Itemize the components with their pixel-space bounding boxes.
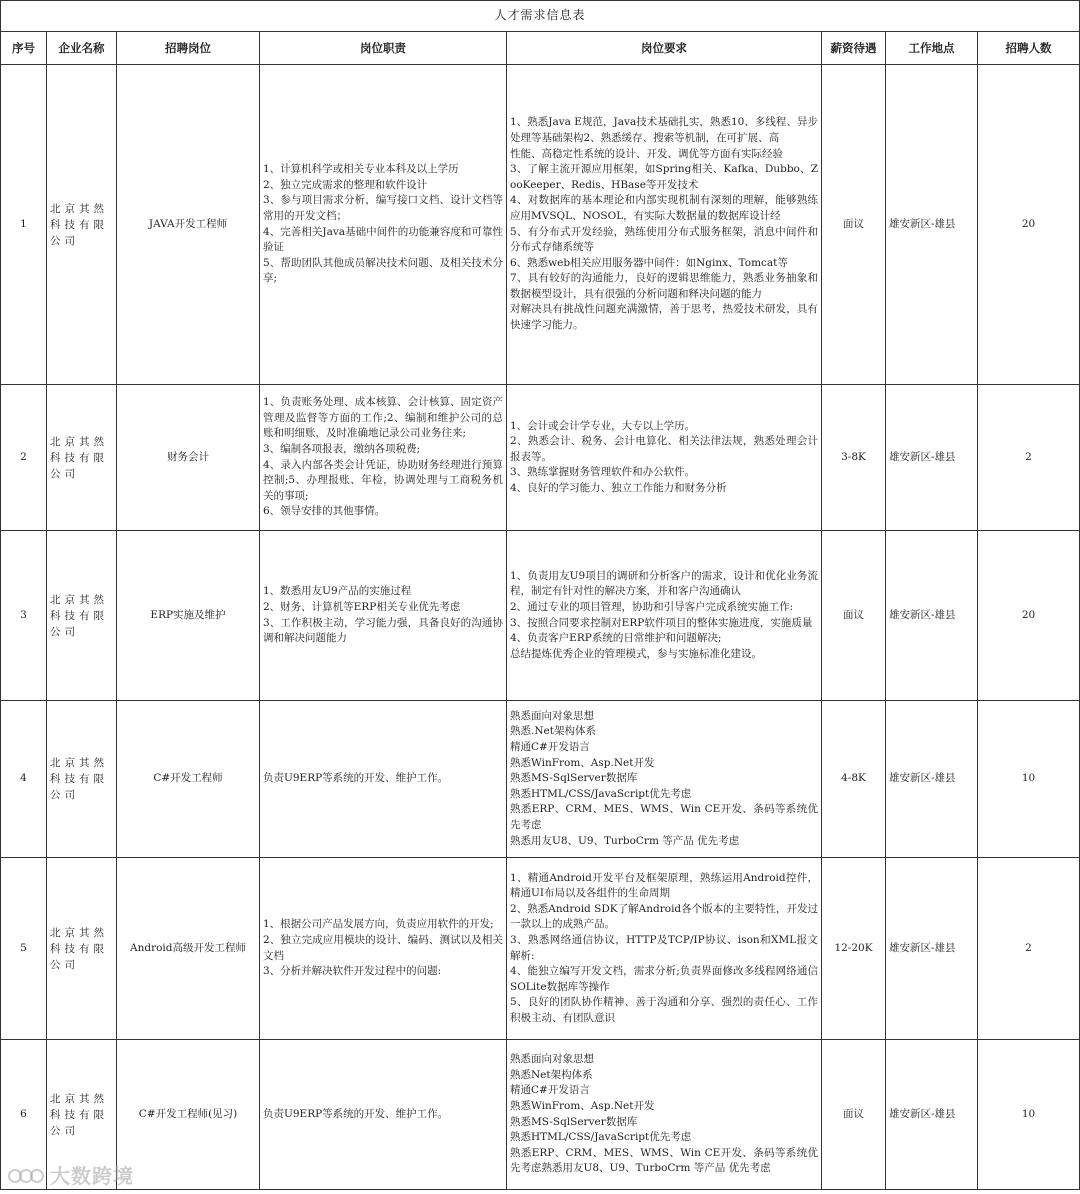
row-company: 北京其然科技有限公司 [47,858,117,1040]
row-location: 雄安新区-雄县 [886,858,978,1040]
row-company: 北京其然科技有限公司 [47,65,117,385]
header-position: 招聘岗位 [117,32,260,65]
watermark-text: 大数跨境 [50,1164,134,1188]
row-duties: 负责U9ERP等系统的开发、维护工作。 [260,1040,507,1190]
table-row [1,858,1080,1040]
row-salary: 4-8K [822,701,886,858]
row-location: 雄安新区-雄县 [886,385,978,531]
row-location: 雄安新区-雄县 [886,1040,978,1190]
row-salary: 12-20K [822,858,886,1040]
header-requirements: 岗位要求 [507,32,822,65]
table-row [1,531,1080,701]
row-company: 北京其然科技有限公司 [47,701,117,858]
row-company: 北京其然科技有限公司 [47,531,117,701]
row-no: 2 [1,385,47,531]
row-duties: 1、负责账务处理、成本核算、会计核算、固定资产管理及监督等方面的工作;2、编制和维护公司的总账和明细账，及时准确地记录公司业务往来; 3、编制各项报表，缴纳各项税费; 4、录入内部各类会计凭证，协助财务经理进行预算控制;5、办理报账、年检，协调处理与工商税务机关的事项; 6、领导安排的其他事情。 [260,385,507,531]
row-count: 10 [978,1040,1080,1190]
table-row [1,1040,1080,1190]
row-duties: 负责U9ERP等系统的开发、维护工作。 [260,701,507,858]
row-no: 4 [1,701,47,858]
row-duties: 1、数悉用友U9产品的实施过程 2、财务、计算机等ERP相关专业优先考虑 3、工作积极主动，学习能力强，具备良好的沟通协调和解决问题能力 [260,531,507,701]
header-salary: 薪资待遇 [822,32,886,65]
row-no: 1 [1,65,47,385]
row-company: 北京其然科技有限公司 [47,1040,117,1190]
row-count: 20 [978,531,1080,701]
header-location: 工作地点 [886,32,978,65]
table-row [1,701,1080,858]
header-company: 企业名称 [47,32,117,65]
row-position: C#开发工程师 [117,701,260,858]
header-count: 招聘人数 [978,32,1080,65]
table-row [1,65,1080,385]
row-requirements: 熟悉面向对象思想 熟悉.Net架构体系 精通C#开发语言 熟悉WinFrom、Asp.Net开发 熟悉MS-SqlServer数据库 熟悉HTML/CSS/JavaScript优先考虑 熟悉ERP、CRM、MES、WMS、Win CE开发、条码等系统优先考虑 熟悉用友U8、U9、TurboCrm 等产品 优先考虑 [507,701,822,858]
table-row [1,385,1080,531]
row-position: JAVA开发工程师 [117,65,260,385]
row-requirements: 1、熟悉Java E规范，Java技术基础扎实，熟悉10、多线程、异步处理等基础架构2、熟悉缓存、搜索等机制，在可扩展、高 性能、高稳定性系统的设计、开发、调优等方面有实际经验 3、了解主流开源应用框架，如Spring相关、Kafka、Dubbo、ZooKeeper、Redis、HBase等开发技术 4、对数据库的基本理论和内部实现机制有深刻的理解，能够熟练应用MVSQL、NOSOL，有实际大数据量的数据库设计经 5、有分布式开发经验，熟练使用分布式服务框架，消息中间件和分布式存储系统等 6、熟悉web相关应用服务器中间件：如Nginx、Tomcat等 7、具有较好的沟通能力，良好的逻辑思维能力，熟悉业务抽象和数据模型设计，具有很强的分析问题和释决问题的能力 对解决具有挑战性问题充满激情，善于思考，热爱技术研发，具有快速学习能力。 [507,65,822,385]
row-no: 3 [1,531,47,701]
row-count: 20 [978,65,1080,385]
row-salary: 面议 [822,1040,886,1190]
row-salary: 面议 [822,531,886,701]
row-position: 财务会计 [117,385,260,531]
table-title: 人才需求信息表 [1,1,1080,32]
row-location: 雄安新区-雄县 [886,701,978,858]
row-location: 雄安新区-雄县 [886,65,978,385]
row-company: 北京其然科技有限公司 [47,385,117,531]
header-no: 序号 [1,32,47,65]
row-count: 2 [978,858,1080,1040]
row-requirements: 1、会计或会计学专业，大专以上学历。 2、熟悉会计、税务、会计电算化、相关法律法规，熟悉处理会计报表等。 3、熟练掌握财务管理软件和办公软件。 4、良好的学习能力、独立工作能力和财务分析 [507,385,822,531]
row-position: C#开发工程师(见习) [117,1040,260,1190]
row-salary: 3-8K [822,385,886,531]
row-salary: 面议 [822,65,886,385]
watermark-logo-icon [8,1164,44,1186]
row-count: 10 [978,701,1080,858]
row-no: 6 [1,1040,47,1190]
row-no: 5 [1,858,47,1040]
header-duties: 岗位职责 [260,32,507,65]
row-position: ERP实施及维护 [117,531,260,701]
header-row [1,32,1080,65]
row-requirements: 熟悉面向对象思想 熟悉Net架构体系 精通C#开发语言 熟悉WinFrom、Asp.Net开发 熟悉MS-SqlServer数据库 熟悉HTML/CSS/JavaScript优先考虑 熟悉ERP、CRM、MES、WMS、Win CE开发、条码等系统优先考虑熟悉用友U8、U9、TurboCrm 等产品 优先考虑 [507,1040,822,1190]
row-duties: 1、根据公司产品发展方向，负责应用软件的开发; 2、独立完成应用模块的设计、编码、测试以及相关文档 3、分析并解决软件开发过程中的问题: [260,858,507,1040]
row-requirements: 1、负责用友U9项目的调研和分析客户的需求，设计和优化业务流程，制定有针对性的解决方案，并和客户沟通确认 2、通过专业的项目管理，协助和引导客户完成系统实施工作: 3、按照合同要求控制对ERP软件项目的整体实施进度，实施质量 4、负责客户ERP系统的日常维护和问题解决; 总结提炼优秀企业的管理模式，参与实施标准化建设。 [507,531,822,701]
row-duties: 1、计算机科学或相关专业本科及以上学历 2、独立完成需求的整理和软件设计 3、参与项目需求分析，编写接口文档、设计文档等常用的开发文档； 4、完善相关Java基础中间件的功能兼容度和可靠性验证 5、帮助团队其他成员解决技术问题、及相关技术分享; [260,65,507,385]
row-requirements: 1、精通Android开发平台及框架原理，熟练运用Android控件，精通UI布局以及各组件的生命周期 2、熟悉Android SDK了解Android各个版本的主要特性，开发过一款以上的成熟产品。 3、熟悉网络通信协议，HTTP及TCP/IP协议、ison和XML报文解析: 4、能独立编写开发文档，需求分析;负责界面修改多线程网络通信SOLite数据库等操作 5、良好的团队协作精神、善于沟通和分享、强烈的责任心、工作积极主动、有团队意识 [507,858,822,1040]
row-position: Android高级开发工程师 [117,858,260,1040]
watermark [8,1160,134,1189]
row-count: 2 [978,385,1080,531]
row-location: 雄安新区-雄县 [886,531,978,701]
